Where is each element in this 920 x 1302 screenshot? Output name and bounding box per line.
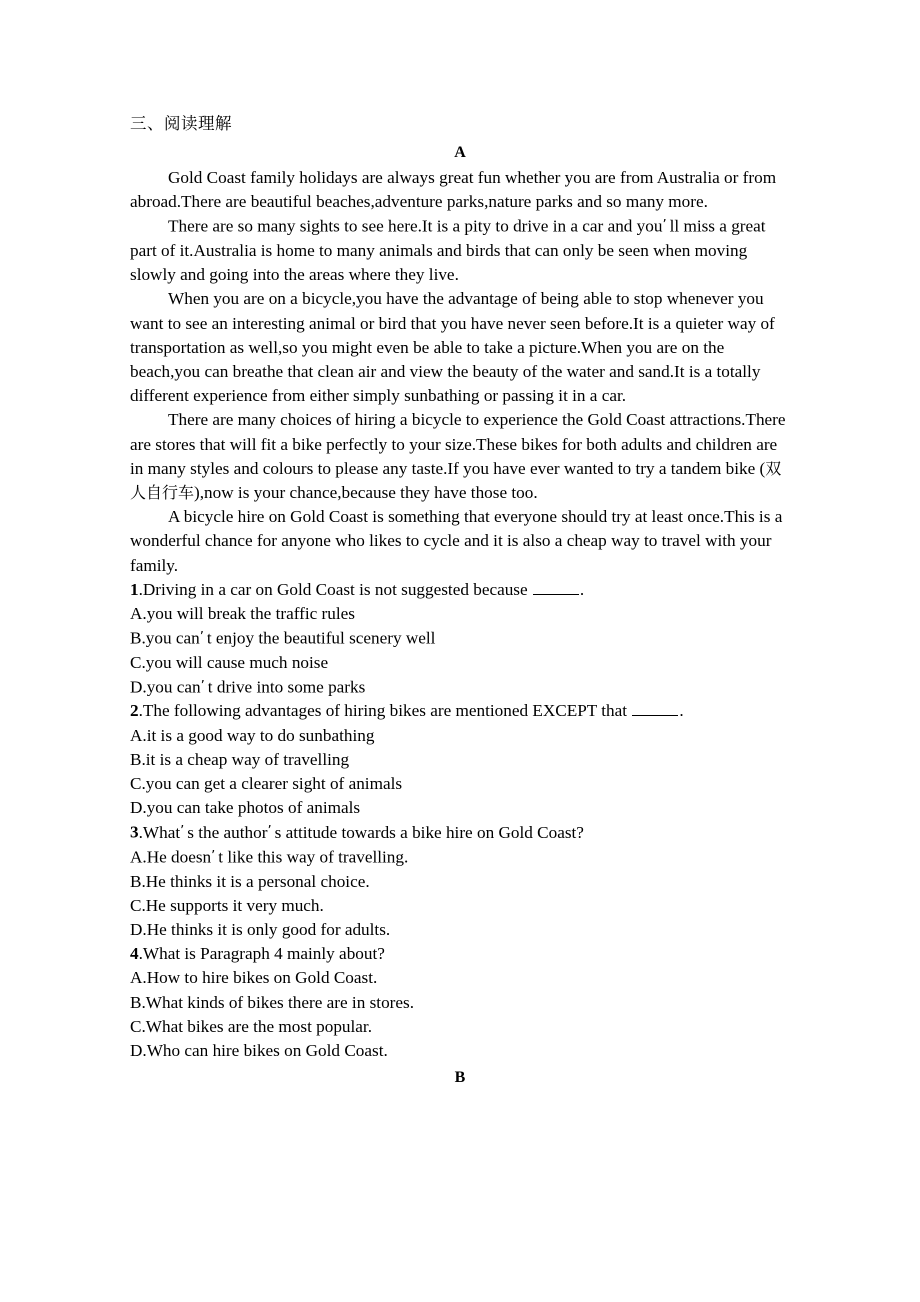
question-4-text: .What is Paragraph 4 mainly about? [138, 944, 385, 964]
question-2-number: 2 [130, 701, 139, 721]
question-3-text: .What’ s the author’ s attitude towards a bike hire on Gold Coast? [138, 822, 584, 842]
question-1-option-c[interactable]: C.you will cause much noise [130, 652, 329, 672]
question-1-text-before-blank: .Driving in a car on Gold Coast is not suggested because [138, 579, 532, 599]
question-2-option-d[interactable]: D.you can take photos of animals [130, 798, 361, 818]
passage-label-a: A [454, 144, 466, 161]
question-4-stem [130, 942, 830, 966]
question-3-stem [130, 820, 830, 845]
question-2-text-after-blank: . [679, 701, 684, 721]
question-2-option-a[interactable]: A.it is a good way to do sunbathing [130, 725, 375, 745]
question-1-text-after-blank: . [579, 579, 585, 599]
question-3-option-c[interactable]: C.He supports it very much. [130, 895, 324, 915]
passage-paragraph-3: When you are on a bicycle,you have the advantage of being able to stop whenever you want to see an interesting animal or bird that you have never seen before.It is a quieter way of transportation as well,so you might even be able to take a picture.When you are on the beach,you can breathe that clean air and view the beauty of the water and sand.It is a totally different experience from either simply sunbathing or passing it in a car. [130, 289, 775, 406]
question-4-option-d[interactable]: D.Who can hire bikes on Gold Coast. [130, 1040, 388, 1060]
question-4-option-c[interactable]: C.What bikes are the most popular. [130, 1016, 373, 1036]
question-1-number: 1 [130, 579, 139, 599]
question-1-option-a[interactable]: A.you will break the traffic rules [130, 603, 355, 623]
question-2-text-before-blank: .The following advantages of hiring bikes are mentioned EXCEPT that [138, 701, 632, 721]
question-3-number: 3 [130, 822, 139, 842]
question-2-stem [130, 699, 830, 723]
question-3-option-d[interactable]: D.He thinks it is only good for adults. [130, 919, 391, 939]
passage-paragraph-1: Gold Coast family holidays are always great fun whether you are from Australia or from abroad.There are beautiful beaches,adventure parks,nature parks and so many more. [130, 168, 777, 212]
question-3-option-a[interactable]: A.He doesn’ t like this way of travelling. [130, 847, 409, 867]
question-3-option-b[interactable]: B.He thinks it is a personal choice. [130, 871, 370, 891]
question-1-option-d[interactable]: D.you can’ t drive into some parks [130, 677, 366, 697]
question-4-number: 4 [130, 944, 139, 964]
question-1-stem [130, 578, 830, 602]
passage-paragraph-5: A bicycle hire on Gold Coast is something that everyone should try at least once.This is a wonderful chance for anyone who likes to cycle and it is also a cheap way to travel with your family. [130, 507, 783, 575]
question-2-blank [632, 701, 678, 717]
question-2-option-c[interactable]: C.you can get a clearer sight of animals [130, 774, 403, 794]
question-1-option-b[interactable]: B.you can’ t enjoy the beautiful scenery well [130, 628, 436, 648]
question-4-option-b[interactable]: B.What kinds of bikes there are in stores. [130, 992, 414, 1012]
section-heading: 三、阅读理解 [130, 114, 232, 133]
question-2-option-b[interactable]: B.it is a cheap way of travelling [130, 749, 350, 769]
passage-paragraph-2: There are so many sights to see here.It is a pity to drive in a car and you’ ll miss a great part of it.Australia is home to many animals and birds that can only be seen when moving slowly and going into the areas where they live. [130, 216, 766, 285]
passage-paragraph-4: There are many choices of hiring a bicycle to experience the Gold Coast attractions.There are stores that will fit a bike perfectly to your size.These bikes for both adults and children are in many styles and colours to please any taste.If you have ever wanted to try a tandem bike (双人自行车),now is your chance,because they have those too. [130, 410, 786, 502]
question-4-option-a[interactable]: A.How to hire bikes on Gold Coast. [130, 968, 378, 988]
passage-label-b: B [454, 1069, 466, 1087]
question-1-blank [533, 579, 579, 595]
